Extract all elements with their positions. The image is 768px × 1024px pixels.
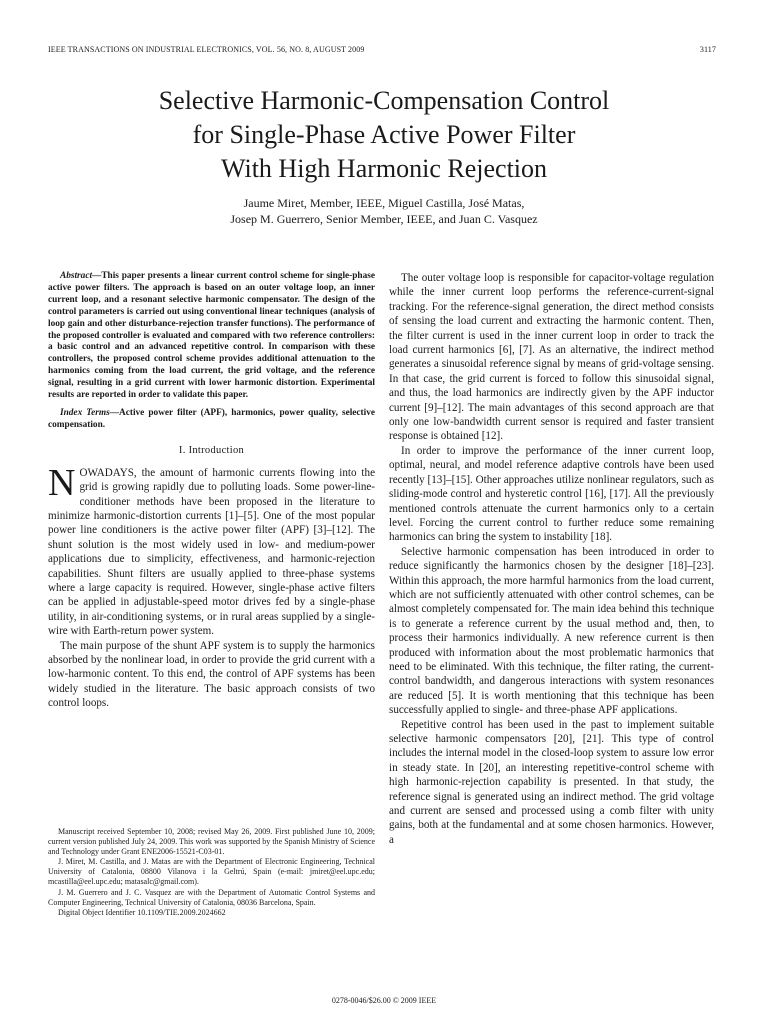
index-terms (48, 408, 375, 432)
abstract (48, 271, 375, 402)
intro-paragraph-1 (48, 461, 375, 639)
abstract-text: —This paper presents a linear current control scheme for single-phase active power filters. The approach is based on an outer voltage loop, an inner current loop, and a resonant selective harmonic compensator. The design of the control parameters is carried out using conventional linear techniques (analysis of loop gain and other disturbance-rejection transfer functions). The performance of the proposed controller is evaluated and compared with two reference controllers: a basic control and an advanced repetitive control. In comparison with these controllers, the proposed control scheme provides additional attenuation to the harmonics coming from the load current, the grid voltage, and the reference signal, resulting in a grid current with lower harmonic distortion. Experimental results are reported in order to validate this paper. (48, 271, 375, 401)
intro-paragraph-1-text: OWADAYS, the amount of harmonic currents flowing into the grid is growing rapidly due to polluting loads. Some power-line-conditioner methods have been proposed in the literature to minimize harmonic-distortion currents [1]–[5]. One of the most popular power line conditioners is the active power filter (APF) [3]–[12]. The shunt solution is the most widely used in low- and medium-power applications due to simplicity, effectiveness, and harmonic-rejection capabilities. Shunt filters are usually applied to three-phase systems where a large capacity is required. However, single-phase active filters can be applied in adjustable-speed motor drives fed by a single-phase utility, in air-conditioning systems, or in rural areas supplied by a single-wire with Earth-return power system. (48, 466, 375, 638)
title-line: With High Harmonic Rejection (220, 154, 548, 183)
journal-name: IEEE TRANSACTIONS ON INDUSTRIAL ELECTRONICS, VOL. 56, NO. 8, AUGUST 2009 (48, 45, 365, 54)
author-list (60, 196, 708, 227)
title-line: for Single-Phase Active Power Filter (192, 120, 576, 149)
author-line: Jaume Miret, Member, IEEE, Miguel Castilla, José Matas, (243, 196, 525, 210)
intro-paragraph-2: The main purpose of the shunt APF system is to supply the harmonics absorbed by the nonlinear load, in order to provide the grid current with a low-harmonic content. To this end, the control of APF systems has been widely studied in the literature. The basic approach consists of two control loops. (48, 639, 375, 710)
left-column (48, 271, 375, 711)
abstract-lead: Abstract (60, 271, 93, 281)
body-paragraph: Selective harmonic compensation has been introduced in order to reduce significantly the harmonics chosen by the designer [18]–[23]. Within this approach, the more harmful harmonics from the load current, which are not sufficiently attenuated with other control schemes, can be almost completely compensated for. The main idea behind this technique is to generate a reference current by the usual method and, then, to process their harmonics individually. A new reference current is then produced with information about the most problematic harmonics that need to be eliminated. With this technique, the filter rating, the current-control bandwidth, and dangerous interactions with system resonances are reduced [5]. It is worth mentioning that this technique has been successfully applied to single- and three-phase APF applications. (389, 545, 714, 717)
author-line: Josep M. Guerrero, Senior Member, IEEE, and Juan C. Vasquez (230, 211, 538, 226)
footnote-manuscript: Manuscript received September 10, 2008; revised May 26, 2009. First published June 10, 2009; current version published July 24, 2009. This work was supported by the Spanish Ministry of Science and Technology under Grant ENE2006-15521-C03-01. (48, 827, 375, 857)
body-paragraph: The outer voltage loop is responsible for capacitor-voltage regulation while the inner current loop performs the reference-current-signal tracking. For the reference-signal generation, the direct method consists of sensing the load current and extracting the harmonic content. Then, the filter current is used in the inner current loop in order to track the load current harmonics [6], [7]. As an alternative, the indirect method generates a sinusoidal reference signal by means of grid-voltage sensing. In that case, the grid current is forced to follow this sinusoidal signal, and thus, the load harmonics are indirectly given by the APF inductor current [9]–[12]. The main advantages of this second approach are that only one low-bandwidth current sensor is required and faster transient response is obtained [12]. (389, 272, 714, 443)
drop-cap: N (48, 461, 76, 504)
right-column (389, 271, 714, 847)
body-paragraph: In order to improve the performance of the inner current loop, optimal, neural, and model reference adaptive controls have been used recently [13]–[15]. Other approaches utilize nonlinear regulators, such as sliding-mode control and hysteretic control [16], [17]. All the previously mentioned controls attenuate the current harmonics only to a certain level. Forcing the current control to further reduce some remaining harmonics can bring the system to instability [18]. (389, 444, 714, 544)
footnote-affiliation-1: J. Miret, M. Castilla, and J. Matas are with the Department of Electronic Engineering, Technical University of Catalonia, 08800 Vilanova i la Geltrú, Spain (e-mail: jmiret@eel.upc.edu; mcastilla@eel.upc.edu; matasalc@gmail.com). (48, 857, 375, 887)
index-terms-lead: Index Terms (60, 407, 110, 418)
footnote-affiliation-2: J. M. Guerrero and J. C. Vasquez are with the Department of Automatic Control Systems and Computer Engineering, Technical University of Catalonia, 08036 Barcelona, Spain. (48, 887, 375, 907)
footnotes (48, 827, 375, 918)
body-paragraph: Repetitive control has been used in the past to implement suitable selective harmonic compensators [20], [21]. This type of control includes the internal model in the closed-loop system to assure low error in steady state. In [20], an interesting repetitive-control scheme with high harmonic-rejection capability is presented. In that study, the reference signal is generated using an indirect method. The grid voltage and current are sensed and processed using a comb filter with unity gains, both at the fundamental and at some chosen harmonics. However, a (389, 718, 714, 846)
section-heading-introduction: I. Introduction (178, 444, 245, 456)
footnote-doi: Digital Object Identifier 10.1109/TIE.2009.2024662 (58, 907, 226, 917)
title-line: Selective Harmonic-Compensation Control (158, 86, 610, 115)
page-number: 3117 (699, 45, 716, 54)
running-header (48, 45, 716, 57)
copyright-footer: 0278-0046/$26.00 © 2009 IEEE (331, 996, 437, 1005)
index-terms-text: —Active power filter (APF), harmonics, power quality, selective compensation. (48, 407, 375, 430)
paper-title (60, 84, 708, 186)
